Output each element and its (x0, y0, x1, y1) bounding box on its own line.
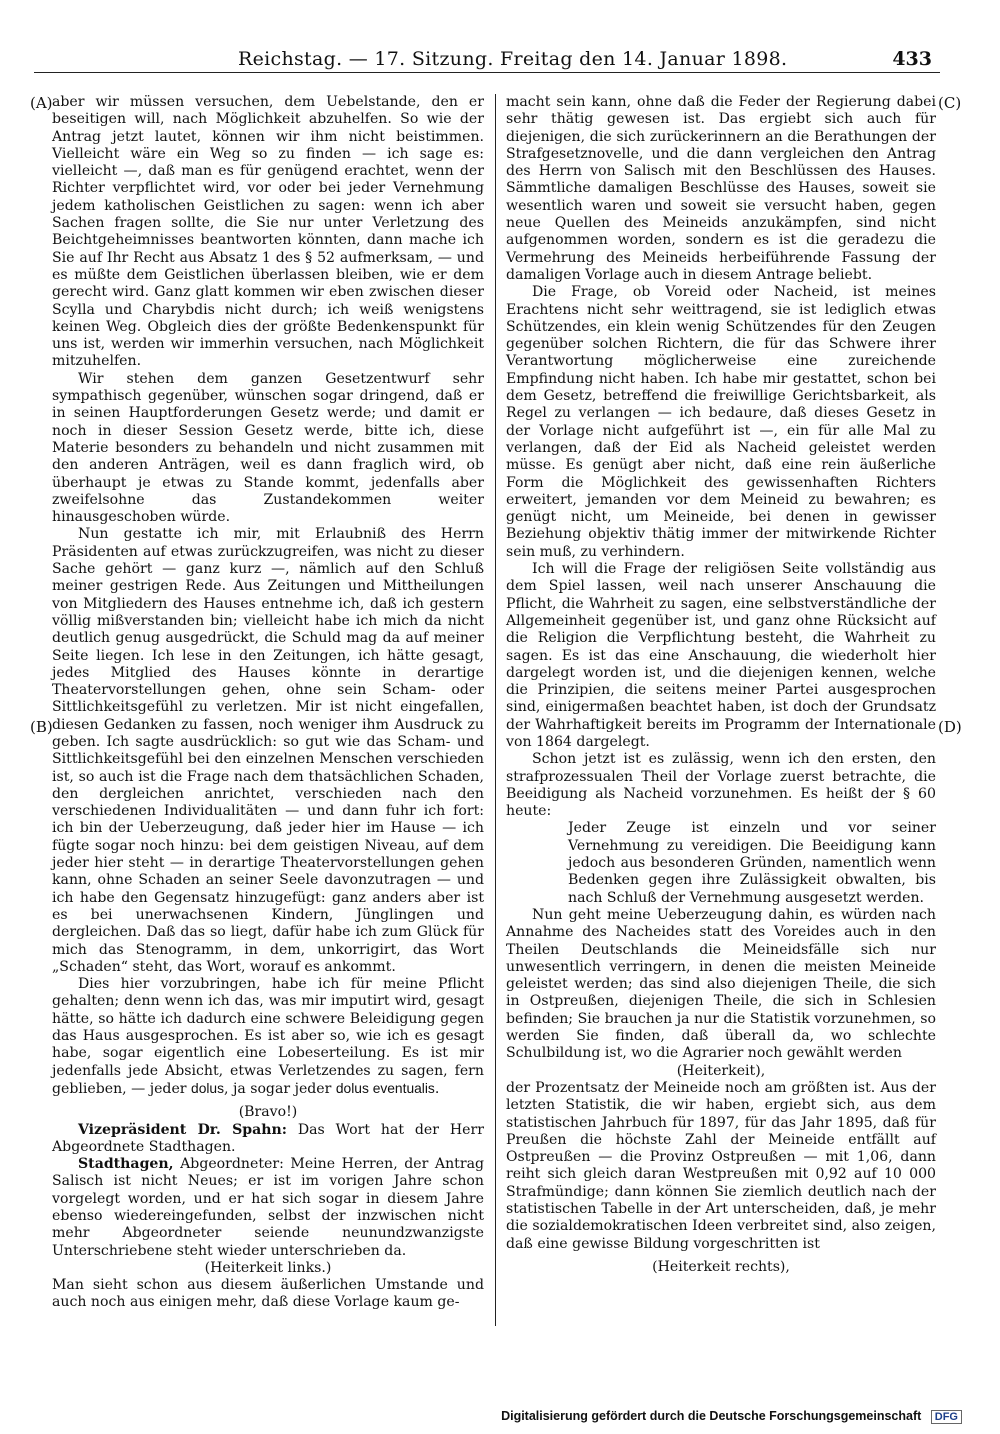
interjection-heiterkeit: (Heiterkeit), (676, 1062, 766, 1079)
margin-marker-a: (A) (30, 94, 53, 112)
interjection-heiterkeit-links: (Heiterkeit links.) (204, 1259, 332, 1276)
paragraph-text: Das Wort hat der Herr Abgeordnete Stadthagen. (52, 1121, 484, 1155)
paragraph-text: Dies hier vorzubringen, habe ich für meine Pflicht gehalten; denn wenn ich das, was mir imputirt wird, gesagt hätte, so hätte ich dadurch eine schwere Beleidigung gegen das Haus ausgesprochen. Es ist aber so, wie ich es gesagt habe, sogar eigentlich eine Lobeserteilung. Es ist mir jedenfalls jede Absicht, etwas Verletzendes zu sagen, fern geblieben, — jeder (52, 976, 484, 1097)
paragraph: Wir stehen dem ganzen Gesetzentwurf sehr sympathisch gegenüber, wünschen sogar dringend, daß er in seinen Hauptforderungen Gesetz werde; und damit er noch in dieser Session Gesetz werde, bitte ich, diese Materie besonders zu behandeln und nicht zusammen mit den anderen Anträgen, weil es dann fraglich wird, ob überhaupt je etwas zu Stande kommt, jedenfalls aber zweifelsohne das Zustandekommen weiter hinausgeschoben würde. (52, 370, 484, 526)
paragraph: Die Frage, ob Voreid oder Nacheid, ist meines Erachtens nicht sehr weittragend, sie ist lediglich etwas Schützendes, ein klein wenig Schützendes für den Zeugen gegenüber solchen Richtern, die für das Schwere ihrer Verantwortung möglicherweise eine zureichende Empfindung nicht haben. Ich habe mir gestattet, schon bei dem Gesetz, betreffend die freiwillige Gerichtsbarkeit, als Regel zu verlangen — ich bedaure, daß dieses Gesetz in der Vorlage nicht aufgeführt ist —, ein für alle Mal zu verlangen, daß der Eid als Nacheid geleistet werden müsse. Es genügt aber nicht, daß eine rein äußerliche Form die Möglichkeit des gewissenhaften Richters erweitert, jemanden vor dem Meineid zu bewahren; es genügt nicht, um Meineide, bei denen in gewisser Beziehung objektiv thätig immer der mitwirkende Richter sein muß, zu verhindern. (506, 284, 936, 560)
paragraph-text: . (434, 1080, 440, 1097)
column-divider (495, 94, 496, 1326)
header-rule (34, 72, 940, 73)
page-number: 433 (892, 48, 932, 70)
running-title: Reichstag. — 17. Sitzung. Freitag den 14. Januar 1898. (238, 48, 788, 70)
latin-term: dolus eventualis (335, 1080, 435, 1096)
left-column (52, 94, 484, 1312)
paragraph (52, 976, 484, 1098)
right-column (506, 94, 936, 1276)
paragraph: macht sein kann, ohne daß die Feder der Regierung dabei sehr thätig gewesen ist. Das ergiebt sich auch für diejenigen, die sich zurückerinnern an die Berathungen der Strafgesetznovelle, und die dann vergleichen den Antrag des Herrn von Salisch mit den Beschlüssen des Hauses. Sämmtliche damaligen Beschlüsse des Hauses, soweit sie wesentlich waren und soweit sie versucht haben, gegen neue Quellen des Meineids anzukämpfen, sind nicht aufgenommen worden, sondern es ist die geradezu die Vermehrung des Meineids herbeiführende Fassung der damaligen Vorlage auch in diesem Antrage beliebt. (506, 94, 936, 283)
margin-marker-c: (C) (938, 94, 962, 112)
margin-marker-d: (D) (938, 718, 962, 736)
paragraph: Ich will die Frage der religiösen Seite vollständig aus dem Spiel lassen, weil nach unserer Anschauung die Pflicht, die Wahrheit zu sagen, eine selbstverständliche der Allgemeinheit gegenüber ist, und ganz ohne Rücksicht auf die Religion die Verpflichtung besteht, die Wahrheit zu sagen. Es ist das eine Anschauung, die wiederholt hier dargelegt worden ist, und die diejenigen kennen, welche die Prinzipien, die seitens meiner Partei ausgesprochen sind, einigermaßen beachtet haben, ist doch der Grundsatz der Wahrhaftigkeit bereits im Programm der Internationale von 1864 dargelegt. (506, 561, 936, 750)
paragraph: Man sieht schon aus diesem äußerlichen Umstande und auch noch aus einigen mehr, daß diese Vorlage kaum ge- (52, 1277, 484, 1311)
paragraph: aber wir müssen versuchen, dem Uebelstande, den er beseitigen will, nach Möglichkeit abzuhelfen. So wie der Antrag jetzt lautet, können wir ihm nicht beistimmen. Vielleicht wäre ein Weg so zu finden — ich sage es: vielleicht —, daß man es für genügend erachtet, wenn der Richter verpflichtet wird, vor oder bei jeder Vernehmung jedem katholischen Geistlichen zu sagen: wenn ich aber Sachen fragen sollte, die Sie nur unter Verletzung des Beichtgeheimnisses beantworten könnten, dann mache ich Sie auf Ihr Recht aus Absatz 1 des § 52 aufmerksam, — und es müßte dem Geistlichen überlassen bleiben, wie er dem gerecht wird. Ganz glatt kommen wir eben zwischen dieser Scylla und Charybdis nicht durch; ich weiß wenigstens keinen Weg. Obgleich dies der größte Bedenkenspunkt für uns ist, werden wir immerhin versuchen, nach Möglichkeit mitzuhelfen. (52, 94, 484, 370)
paragraph: der Prozentsatz der Meineide noch am größten ist. Aus der letzten Statistik, die wir haben, ergiebt sich, aus dem statistischen Jahrbuch für 1897, für das Jahr 1895, daß für Preußen die höchste Zahl der Meineide entfällt auf Ostpreußen — die Provinz Ostpreußen — mit 1,06, dann reiht sich gleich daran Westpreußen mit 0,92 auf 10 000 Strafmündige; dann können Sie ziemlich deutlich nach der statistischen Tabelle in der Art unterscheiden, daß, je mehr die sozialdemokratischen Ideen verbreitet sind, also zeigen, daß eine gewisse Bildung vorgeschritten ist (506, 1079, 936, 1252)
paragraph: Nun gestatte ich mir, mit Erlaubniß des Herrn Präsidenten auf etwas zurückzugreifen, was nicht zu dieser Sache gehört — ganz kurz —, nämlich auf den Schluß meiner gestrigen Rede. Aus Zeitungen und Mittheilungen von Mitgliedern des Hauses entnehme ich, daß ich gestern völlig mißverstanden bin; vielleicht habe ich mich da nicht deutlich genug ausgedrückt, die Schuld mag da auf meiner Seite liegen. Ich lese in den Zeitungen, ich hätte gesagt, jedes Mitglied des Hauses könnte in derartige Theatervorstellungen gehen, ohne sein Scham- oder Sittlichkeitsgefühl zu verletzen. Mir ist nicht eingefallen, diesen Gedanken zu fassen, noch weniger ihm Ausdruck zu geben. Ich sagte ausdrücklich: so gut wie das Scham- und Sittlichkeitsgefühl bei den einzelnen Menschen verschieden ist, so auch ist die Frage nach dem thatsächlichen Schaden, den dergleichen anrichtet, verschieden nach den verschiedenen Individualitäten — und dann fuhr ich fort: ich bin der Ueberzeugung, daß jeder hier im Hause — ich fügte sogar noch hinzu: bei dem geistigen Niveau, auf dem jeder hier steht — in derartige Theatervorstellungen gehen kann, ohne Schaden an seiner Seele davonzutragen — und ich habe den Gegensatz hinzugefügt: ganz anders aber ist es bei unerwachsenen Kindern, Jünglingen und dergleichen. Daß das so liegt, dafür habe ich zum Glück für mich das Stenogramm, in dem, unkorrigirt, das Wort „Schaden“ steht, das Wort, worauf es ankommt. (52, 526, 484, 975)
interjection-bravo: (Bravo!) (238, 1104, 298, 1121)
paragraph-text: Abgeordneter: Meine Herren, der Antrag Salisch ist nicht Neues; er ist im vorigen Jahre schon vorgelegt worden, und er hat sich sogar in diesem Jahre ebenso wiedereingefunden, selbst der inzwischen nicht mehr Abgeordneter seiende neunundzwanzigste Unterschriebene steht wieder unterschrieben da. (52, 1156, 484, 1259)
margin-marker-b: (B) (30, 718, 53, 736)
speaker-name: Vizepräsident Dr. Spahn: (78, 1121, 287, 1138)
interjection-heiterkeit-rechts: (Heiterkeit rechts), (652, 1258, 790, 1275)
paragraph: Schon jetzt ist es zulässig, wenn ich den ersten, den strafprozessualen Theil der Vorlage zuerst betrachte, die Beeidigung als Nacheid vorzunehmen. Es heißt der § 60 heute: (506, 751, 936, 820)
speaker-name: Stadthagen, (78, 1156, 174, 1173)
page-header (0, 44, 1000, 74)
dfg-logo-icon: DFG (931, 1410, 962, 1424)
statute-quote: Jeder Zeuge ist einzeln und vor seiner Vernehmung zu vereidigen. Die Beeidigung kann jedoch aus besonderen Gründen, namentlich wenn Bedenken gegen ihre Zulässigkeit obwalten, bis nach Schluß der Vernehmung ausgesetzt werden. (568, 820, 936, 906)
paragraph (52, 1156, 484, 1260)
paragraph-text: , ja sogar jeder (224, 1080, 332, 1097)
latin-term: dolus (191, 1080, 224, 1096)
digitization-footer (501, 1409, 962, 1424)
paragraph (52, 1122, 484, 1157)
footer-text: Digitalisierung gefördert durch die Deutsche Forschungsgemeinschaft (501, 1409, 922, 1424)
paragraph: Nun geht meine Ueberzeugung dahin, es würden nach Annahme des Nacheides statt des Voreides auch in den Theilen Deutschlands die Meineidsfälle sich nur unwesentlich verringern, in denen die meisten Meineide geleistet werden; das sind also diejenigen Theile, die sich in Ostpreußen, diejenigen Theile, die sich in Schlesien befinden; Sie brauchen ja nur die Statistik vorzunehmen, so werden Sie finden, daß überall da, wo schlechte Schulbildung ist, wo die Agrarier noch gewählt werden (506, 906, 936, 1062)
